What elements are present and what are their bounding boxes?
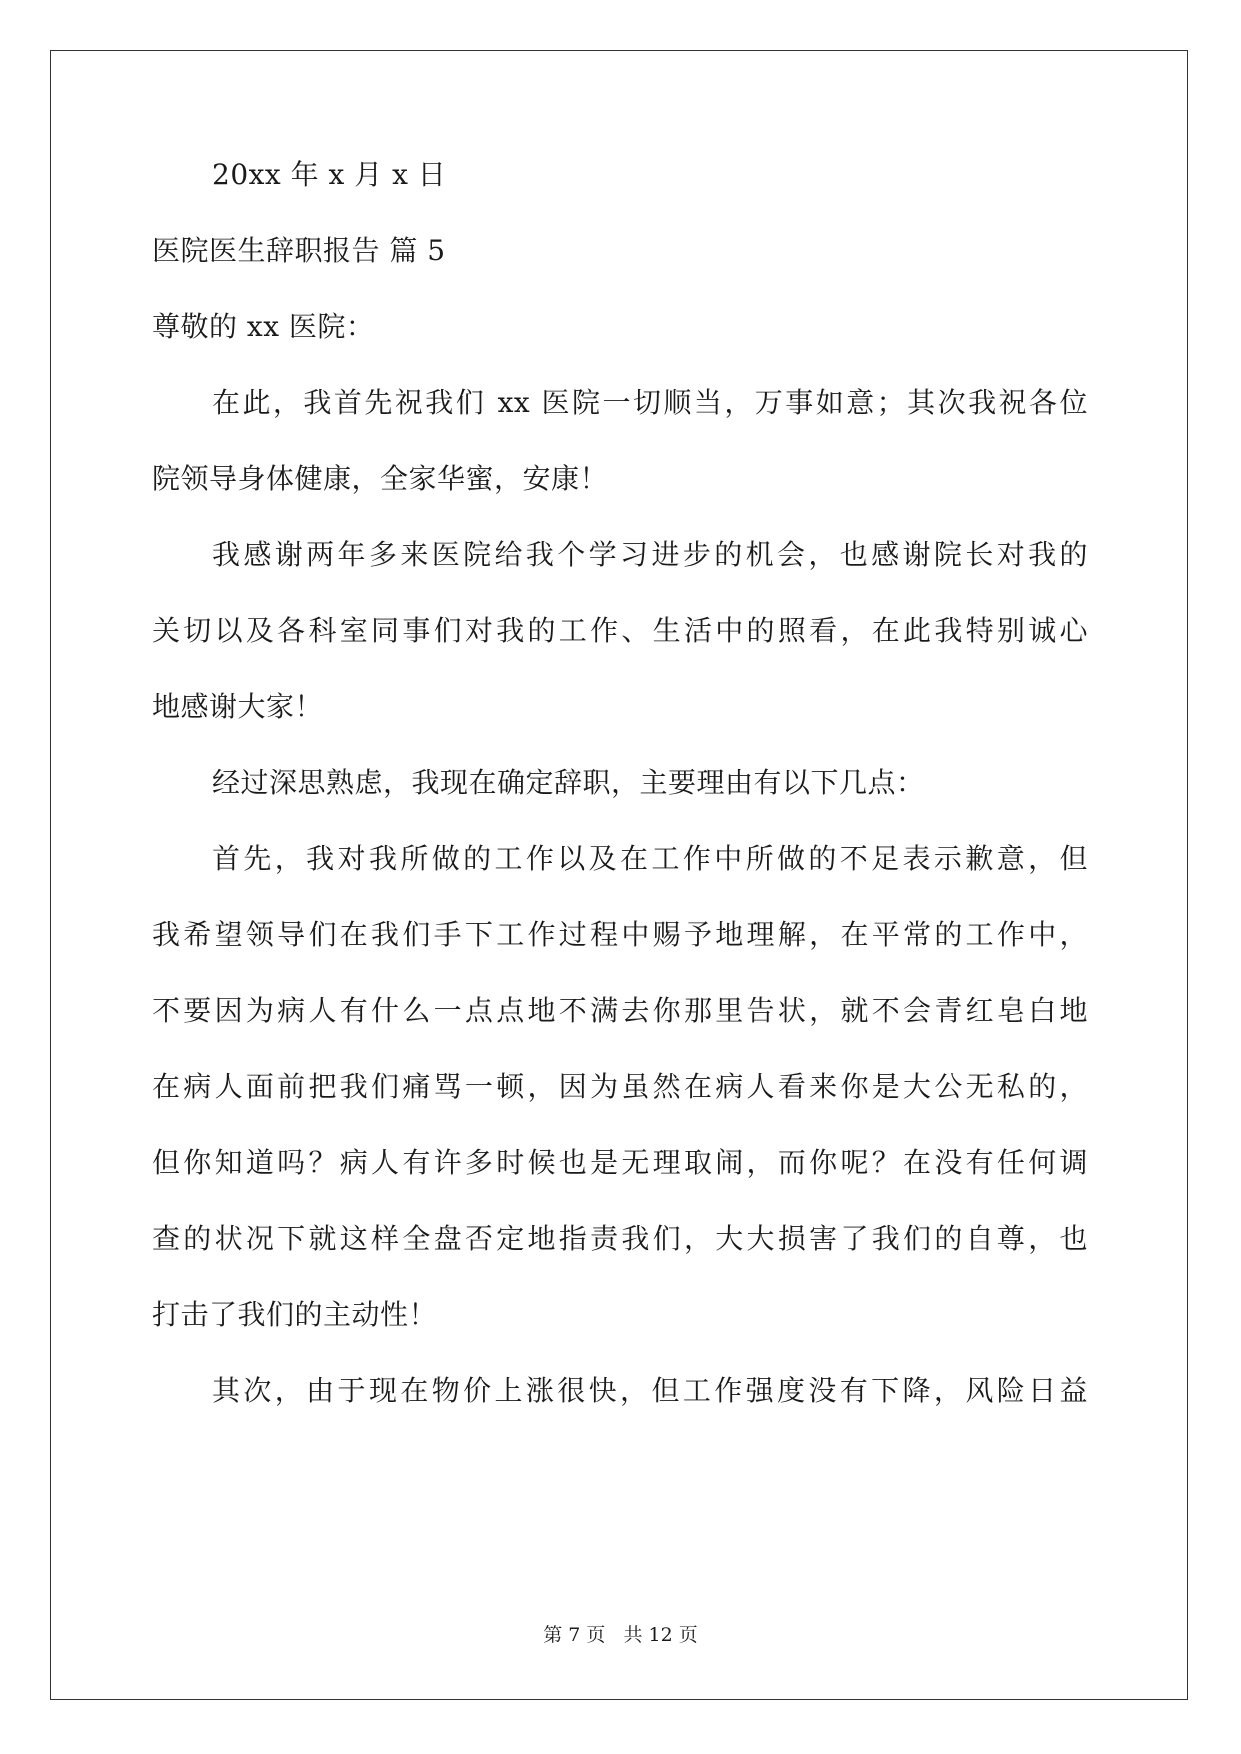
paragraph-3-line-1: 经过深思熟虑，我现在确定辞职，主要理由有以下几点： (212, 766, 925, 799)
document-title: 医院医生辞职报告 篇 5 (152, 234, 446, 267)
page-number-total: 共 12 页 (623, 1624, 698, 1646)
paragraph-4-line-7: 打击了我们的主动性！ (152, 1298, 438, 1331)
salutation: 尊敬的 xx 医院： (152, 310, 375, 343)
page-footer (0, 1620, 1241, 1647)
paragraph-4-line-1: 首先，我对我所做的工作以及在工作中所做的不足表示歉意，但 (212, 842, 1088, 875)
paragraph-1-line-2: 院领导身体健康，全家华蜜，安康！ (152, 462, 609, 495)
date-line: 20xx 年 x 月 x 日 (212, 158, 447, 191)
paragraph-4-line-5: 但你知道吗？病人有许多时候也是无理取闹，而你呢？在没有任何调 (152, 1146, 1088, 1179)
paragraph-4-line-3: 不要因为病人有什么一点点地不满去你那里告状，就不会青红皂白地 (152, 994, 1088, 1027)
paragraph-4-line-2: 我希望领导们在我们手下工作过程中赐予地理解，在平常的工作中， (152, 918, 1088, 951)
paragraph-5-line-1: 其次，由于现在物价上涨很快，但工作强度没有下降，风险日益 (212, 1374, 1088, 1407)
paragraph-1-line-1: 在此，我首先祝我们 xx 医院一切顺当，万事如意；其次我祝各位 (212, 386, 1088, 419)
paragraph-2-line-3: 地感谢大家！ (152, 690, 324, 723)
paragraph-2-line-1: 我感谢两年多来医院给我个学习进步的机会，也感谢院长对我的 (212, 538, 1088, 571)
paragraph-2-line-2: 关切以及各科室同事们对我的工作、生活中的照看，在此我特别诚心 (152, 614, 1088, 647)
page-number-current: 第 7 页 (543, 1624, 606, 1646)
paragraph-4-line-6: 查的状况下就这样全盘否定地指责我们，大大损害了我们的自尊，也 (152, 1222, 1088, 1255)
paragraph-4-line-4: 在病人面前把我们痛骂一顿，因为虽然在病人看来你是大公无私的， (152, 1070, 1088, 1103)
